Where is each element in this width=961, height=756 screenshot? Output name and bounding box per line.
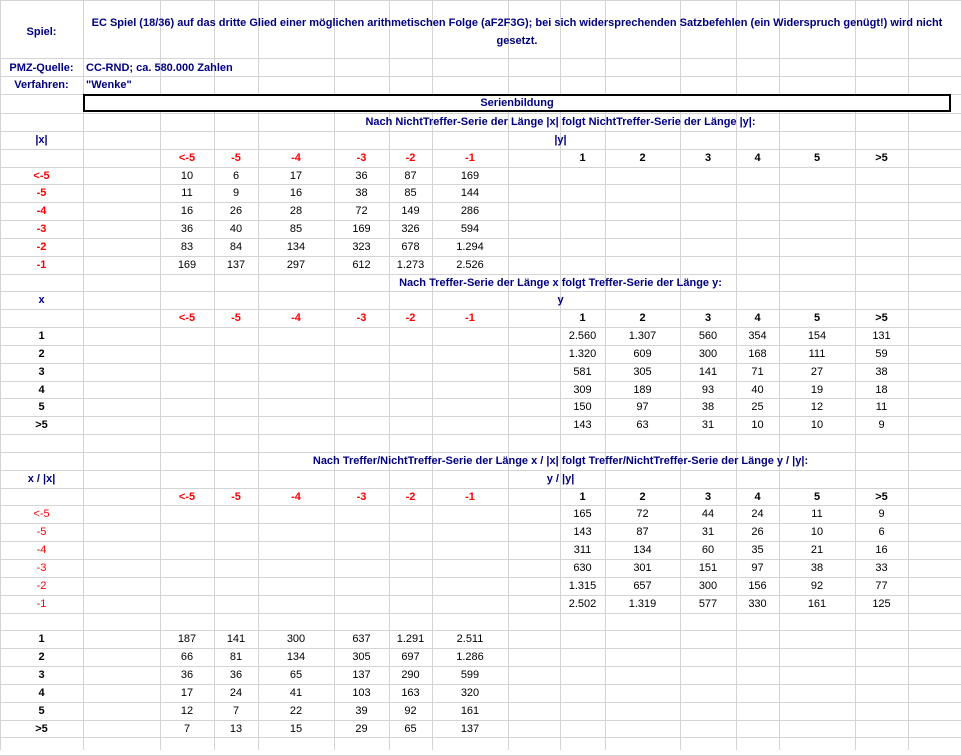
table-cell: 65: [404, 723, 417, 735]
table-cell: 156: [748, 580, 767, 592]
pmz-quelle-label: PMZ-Quelle:: [9, 62, 74, 74]
table-cell: 697: [401, 651, 420, 663]
table-cell: 1.307: [628, 330, 657, 342]
table-cell: 612: [352, 259, 371, 271]
section1-row-axis: |x|: [35, 134, 48, 146]
row-label: 4: [38, 384, 45, 396]
column-header: -4: [291, 152, 301, 164]
table-cell: 300: [698, 580, 718, 592]
table-cell: 1.315: [568, 580, 597, 592]
table-cell: 6: [232, 170, 240, 182]
table-cell: 187: [177, 633, 197, 645]
table-cell: 26: [751, 526, 764, 538]
column-header: -2: [405, 312, 416, 324]
table-cell: 81: [229, 651, 243, 663]
table-cell: 92: [404, 705, 417, 717]
section2-row-axis: x: [38, 294, 45, 306]
table-cell: 59: [875, 348, 888, 360]
table-cell: 13: [229, 723, 243, 735]
row-label: -4: [36, 205, 47, 217]
column-header: <-5: [178, 152, 196, 164]
row-label: -5: [36, 526, 47, 538]
table-cell: 290: [401, 669, 420, 681]
table-cell: 1.291: [396, 633, 425, 645]
column-header: >5: [875, 312, 888, 324]
gridline-horizontal: [0, 613, 961, 614]
table-cell: 168: [748, 348, 767, 360]
column-header: -3: [356, 491, 367, 503]
table-cell: 38: [810, 562, 824, 574]
table-cell: 12: [810, 401, 824, 413]
table-cell: 143: [573, 419, 592, 431]
table-cell: 189: [633, 384, 652, 396]
table-cell: 1.286: [456, 651, 484, 663]
table-cell: 7: [232, 705, 240, 717]
table-cell: 10: [810, 419, 824, 431]
table-cell: 15: [289, 723, 303, 735]
table-cell: 10: [180, 170, 194, 182]
table-cell: 83: [180, 241, 194, 253]
column-header: -5: [231, 491, 241, 503]
column-header: 1: [579, 152, 586, 164]
table-cell: 84: [229, 241, 243, 253]
row-label: <-5: [33, 508, 50, 520]
table-cell: 111: [808, 348, 826, 360]
column-header: -4: [291, 491, 301, 503]
row-label: -1: [36, 259, 47, 271]
table-cell: 6: [878, 526, 885, 538]
table-cell: 12: [180, 705, 194, 717]
table-cell: 657: [633, 580, 652, 592]
table-cell: 161: [807, 598, 827, 610]
verfahren-label: Verfahren:: [14, 79, 69, 91]
table-cell: 1.319: [628, 598, 657, 610]
row-label: 1: [38, 330, 45, 342]
row-label: -2: [36, 580, 47, 592]
table-cell: 40: [751, 384, 764, 396]
table-cell: 97: [751, 562, 764, 574]
row-label: 3: [38, 366, 45, 378]
row-label: >5: [35, 419, 48, 431]
row-label: -2: [36, 241, 47, 253]
row-label: 4: [38, 687, 45, 699]
row-label: 2: [38, 651, 45, 663]
column-header: -5: [231, 312, 241, 324]
table-cell: 16: [289, 187, 303, 199]
gridline-horizontal: [0, 434, 961, 435]
table-cell: 85: [404, 187, 417, 199]
table-cell: 134: [633, 544, 652, 556]
table-cell: 134: [286, 651, 306, 663]
table-cell: 66: [180, 651, 194, 663]
table-cell: 141: [226, 633, 246, 645]
column-header: 3: [704, 152, 712, 164]
section3-title: Nach Treffer/NichtTreffer-Serie der Länge x / |x| folgt Treffer/NichtTreffer-Serie der Länge y / |y|:: [312, 455, 809, 467]
column-header: 4: [754, 491, 761, 503]
table-cell: 16: [875, 544, 888, 556]
table-cell: 87: [404, 170, 417, 182]
column-header: 3: [704, 491, 712, 503]
table-cell: 354: [748, 330, 767, 342]
column-header: 4: [754, 312, 761, 324]
table-cell: 134: [286, 241, 306, 253]
table-cell: 44: [701, 508, 715, 520]
spiel-description: EC Spiel (18/36) auf das dritte Glied einer möglichen arithmetischen Folge (aF2F3G); bei sich widersprechenden Satzbefehlen (ein Widerspruch genügt!) wird nicht gesetzt.: [91, 17, 943, 47]
section1-title: Nach NichtTreffer-Serie der Länge |x| folgt NichtTreffer-Serie der Länge |y|:: [365, 116, 756, 128]
table-cell: 93: [701, 384, 715, 396]
table-cell: 60: [701, 544, 715, 556]
table-cell: 24: [229, 687, 243, 699]
table-cell: 594: [460, 223, 480, 235]
column-header: >5: [875, 491, 888, 503]
table-cell: 581: [573, 366, 592, 378]
table-cell: 300: [698, 348, 718, 360]
table-cell: 143: [573, 526, 592, 538]
column-header: -5: [231, 152, 241, 164]
table-cell: 22: [289, 705, 303, 717]
table-cell: 305: [633, 366, 652, 378]
table-cell: 103: [352, 687, 371, 699]
table-cell: 311: [573, 544, 592, 556]
serienbildung-label: Serienbildung: [480, 97, 554, 109]
table-cell: 72: [636, 508, 649, 520]
table-cell: 137: [460, 723, 480, 735]
table-cell: 10: [810, 526, 824, 538]
table-cell: 38: [701, 401, 715, 413]
table-cell: 25: [751, 401, 764, 413]
row-label: -4: [36, 544, 47, 556]
column-header: 1: [579, 312, 586, 324]
column-header: -1: [465, 152, 475, 164]
table-cell: 9: [232, 187, 240, 199]
table-cell: 150: [573, 401, 592, 413]
table-cell: 72: [355, 205, 368, 217]
row-label: >5: [35, 723, 48, 735]
row-label: -3: [36, 562, 47, 574]
table-cell: 149: [401, 205, 420, 217]
column-header: 5: [813, 491, 821, 503]
table-cell: 36: [229, 669, 243, 681]
row-label: 5: [38, 401, 45, 413]
table-cell: 7: [183, 723, 191, 735]
table-cell: 35: [751, 544, 764, 556]
table-cell: 309: [573, 384, 592, 396]
row-label: -1: [36, 598, 47, 610]
column-header: 1: [579, 491, 586, 503]
column-header: -1: [465, 491, 475, 503]
table-cell: 151: [698, 562, 718, 574]
table-cell: 1.320: [568, 348, 597, 360]
table-cell: 33: [875, 562, 888, 574]
table-cell: 11: [181, 187, 193, 199]
column-header: 2: [639, 152, 646, 164]
row-label: <-5: [33, 170, 50, 182]
table-cell: 560: [698, 330, 718, 342]
table-cell: 599: [460, 669, 480, 681]
table-cell: 97: [636, 401, 649, 413]
table-cell: 326: [401, 223, 420, 235]
table-cell: 24: [751, 508, 764, 520]
table-cell: 154: [807, 330, 827, 342]
column-header: 5: [813, 152, 821, 164]
table-cell: 77: [875, 580, 888, 592]
table-cell: 1.294: [456, 241, 484, 253]
table-cell: 17: [289, 170, 303, 182]
table-cell: 38: [875, 366, 888, 378]
table-cell: 297: [286, 259, 306, 271]
table-cell: 65: [289, 669, 303, 681]
table-cell: 38: [355, 187, 368, 199]
column-header: -4: [291, 312, 301, 324]
section3-col-axis: y / |y|: [546, 473, 575, 485]
row-label: 3: [38, 669, 45, 681]
table-cell: 31: [701, 526, 715, 538]
table-cell: 144: [460, 187, 480, 199]
table-cell: 141: [698, 366, 718, 378]
verfahren-value: "Wenke": [86, 79, 132, 91]
table-cell: 320: [460, 687, 480, 699]
row-label: -5: [36, 187, 47, 199]
column-header: 5: [813, 312, 821, 324]
row-label: 5: [38, 705, 45, 717]
section2-title: Nach Treffer-Serie der Länge x folgt Treffer-Serie der Länge y:: [399, 277, 722, 289]
table-cell: 678: [401, 241, 420, 253]
column-header: -3: [356, 312, 367, 324]
table-cell: 609: [633, 348, 652, 360]
table-cell: 301: [633, 562, 652, 574]
table-cell: 28: [289, 205, 303, 217]
table-cell: 21: [810, 544, 824, 556]
column-header: -2: [405, 491, 416, 503]
table-cell: 161: [460, 705, 480, 717]
table-cell: 92: [810, 580, 824, 592]
table-cell: 137: [352, 669, 371, 681]
table-cell: 40: [229, 223, 243, 235]
table-cell: 16: [180, 205, 194, 217]
column-header: 2: [639, 312, 646, 324]
table-cell: 630: [573, 562, 592, 574]
table-cell: 300: [286, 633, 306, 645]
table-cell: 18: [875, 384, 888, 396]
table-cell: 305: [352, 651, 371, 663]
table-cell: 39: [355, 705, 368, 717]
table-cell: 17: [180, 687, 194, 699]
table-cell: 169: [460, 170, 480, 182]
table-cell: 31: [701, 419, 715, 431]
column-header: 3: [704, 312, 712, 324]
table-cell: 36: [180, 669, 194, 681]
column-header: 2: [639, 491, 646, 503]
table-cell: 125: [872, 598, 891, 610]
section2-col-axis: y: [557, 294, 564, 306]
table-cell: 1.273: [396, 259, 425, 271]
table-cell: 169: [352, 223, 371, 235]
table-cell: 63: [636, 419, 649, 431]
table-cell: 27: [810, 366, 824, 378]
spiel-label: Spiel:: [26, 26, 57, 38]
table-cell: 85: [289, 223, 303, 235]
table-cell: 131: [872, 330, 891, 342]
table-cell: 163: [401, 687, 420, 699]
table-cell: 2.511: [456, 633, 484, 645]
gridline-horizontal: [0, 0, 961, 1]
column-header: 4: [754, 152, 761, 164]
table-cell: 169: [177, 259, 197, 271]
table-cell: 2.502: [568, 598, 597, 610]
table-cell: 87: [636, 526, 649, 538]
table-cell: 323: [352, 241, 371, 253]
table-cell: 11: [875, 401, 888, 413]
table-cell: 11: [811, 508, 823, 520]
column-header: -1: [465, 312, 475, 324]
section1-col-axis: |y|: [554, 134, 567, 146]
table-cell: 637: [352, 633, 371, 645]
column-header: -3: [356, 152, 367, 164]
table-cell: 9: [878, 419, 885, 431]
row-label: -3: [36, 223, 47, 235]
row-label: 2: [38, 348, 45, 360]
table-cell: 41: [289, 687, 303, 699]
table-cell: 10: [751, 419, 764, 431]
column-header: <-5: [178, 312, 196, 324]
table-cell: 137: [226, 259, 246, 271]
table-cell: 2.560: [568, 330, 597, 342]
table-cell: 29: [355, 723, 368, 735]
column-header: <-5: [178, 491, 196, 503]
pmz-quelle-value: CC-RND; ca. 580.000 Zahlen: [86, 62, 233, 74]
table-cell: 19: [810, 384, 824, 396]
table-cell: 71: [751, 366, 764, 378]
table-cell: 36: [355, 170, 368, 182]
table-cell: 286: [460, 205, 480, 217]
section3-row-axis: x / |x|: [27, 473, 56, 485]
column-header: >5: [875, 152, 888, 164]
table-cell: 330: [748, 598, 767, 610]
row-label: 1: [38, 633, 45, 645]
table-cell: 577: [698, 598, 718, 610]
table-cell: 2.526: [456, 259, 484, 271]
table-cell: 165: [573, 508, 592, 520]
column-header: -2: [405, 152, 416, 164]
table-cell: 36: [180, 223, 194, 235]
table-cell: 9: [878, 508, 885, 520]
table-cell: 26: [229, 205, 243, 217]
